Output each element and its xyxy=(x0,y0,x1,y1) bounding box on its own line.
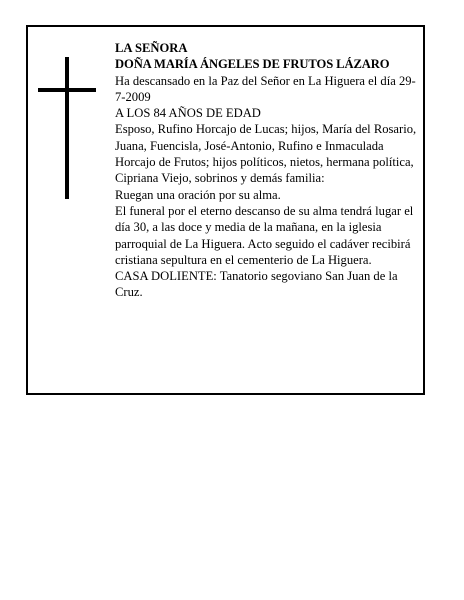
house-line: CASA DOLIENTE: Tanatorio segoviano San Juan de la Cruz. xyxy=(115,269,398,300)
death-line: Ha descansado en la Paz del Señor en La Higuera el día 29-7-2009 xyxy=(115,73,416,104)
funeral-paragraph: El funeral por el eterno descanso de su alma tendrá lugar el día 30, a las doce y media de la mañana, en la iglesia parroquial de La Higuera. Acto seguido el cadáver recibirá cristiana sepultura en el cementerio de La Higuera. xyxy=(115,203,414,267)
family-paragraph: Esposo, Rufino Horcajo de Lucas; hijos, María del Rosario, Juana, Fuencisla, José-Antonio, Rufino e Inmaculada Horcajo de Frutos; hijos políticos, nietos, hermana política, Cipriana Viejo, sobrinos y demás familia: xyxy=(115,122,417,186)
latin-cross-icon xyxy=(38,57,96,199)
deceased-name: DOÑA MARÍA ÁNGELES DE FRUTOS LÁZARO xyxy=(115,57,390,72)
notice-text xyxy=(115,40,417,301)
heading: LA SEÑORA xyxy=(115,41,188,55)
obituary-notice xyxy=(26,25,425,395)
cross-horizontal-bar xyxy=(38,88,96,92)
age-line: A LOS 84 AÑOS DE EDAD xyxy=(115,106,261,121)
cross-vertical-bar xyxy=(65,57,69,199)
prayer-request: Ruegan una oración por su alma. xyxy=(115,187,281,202)
